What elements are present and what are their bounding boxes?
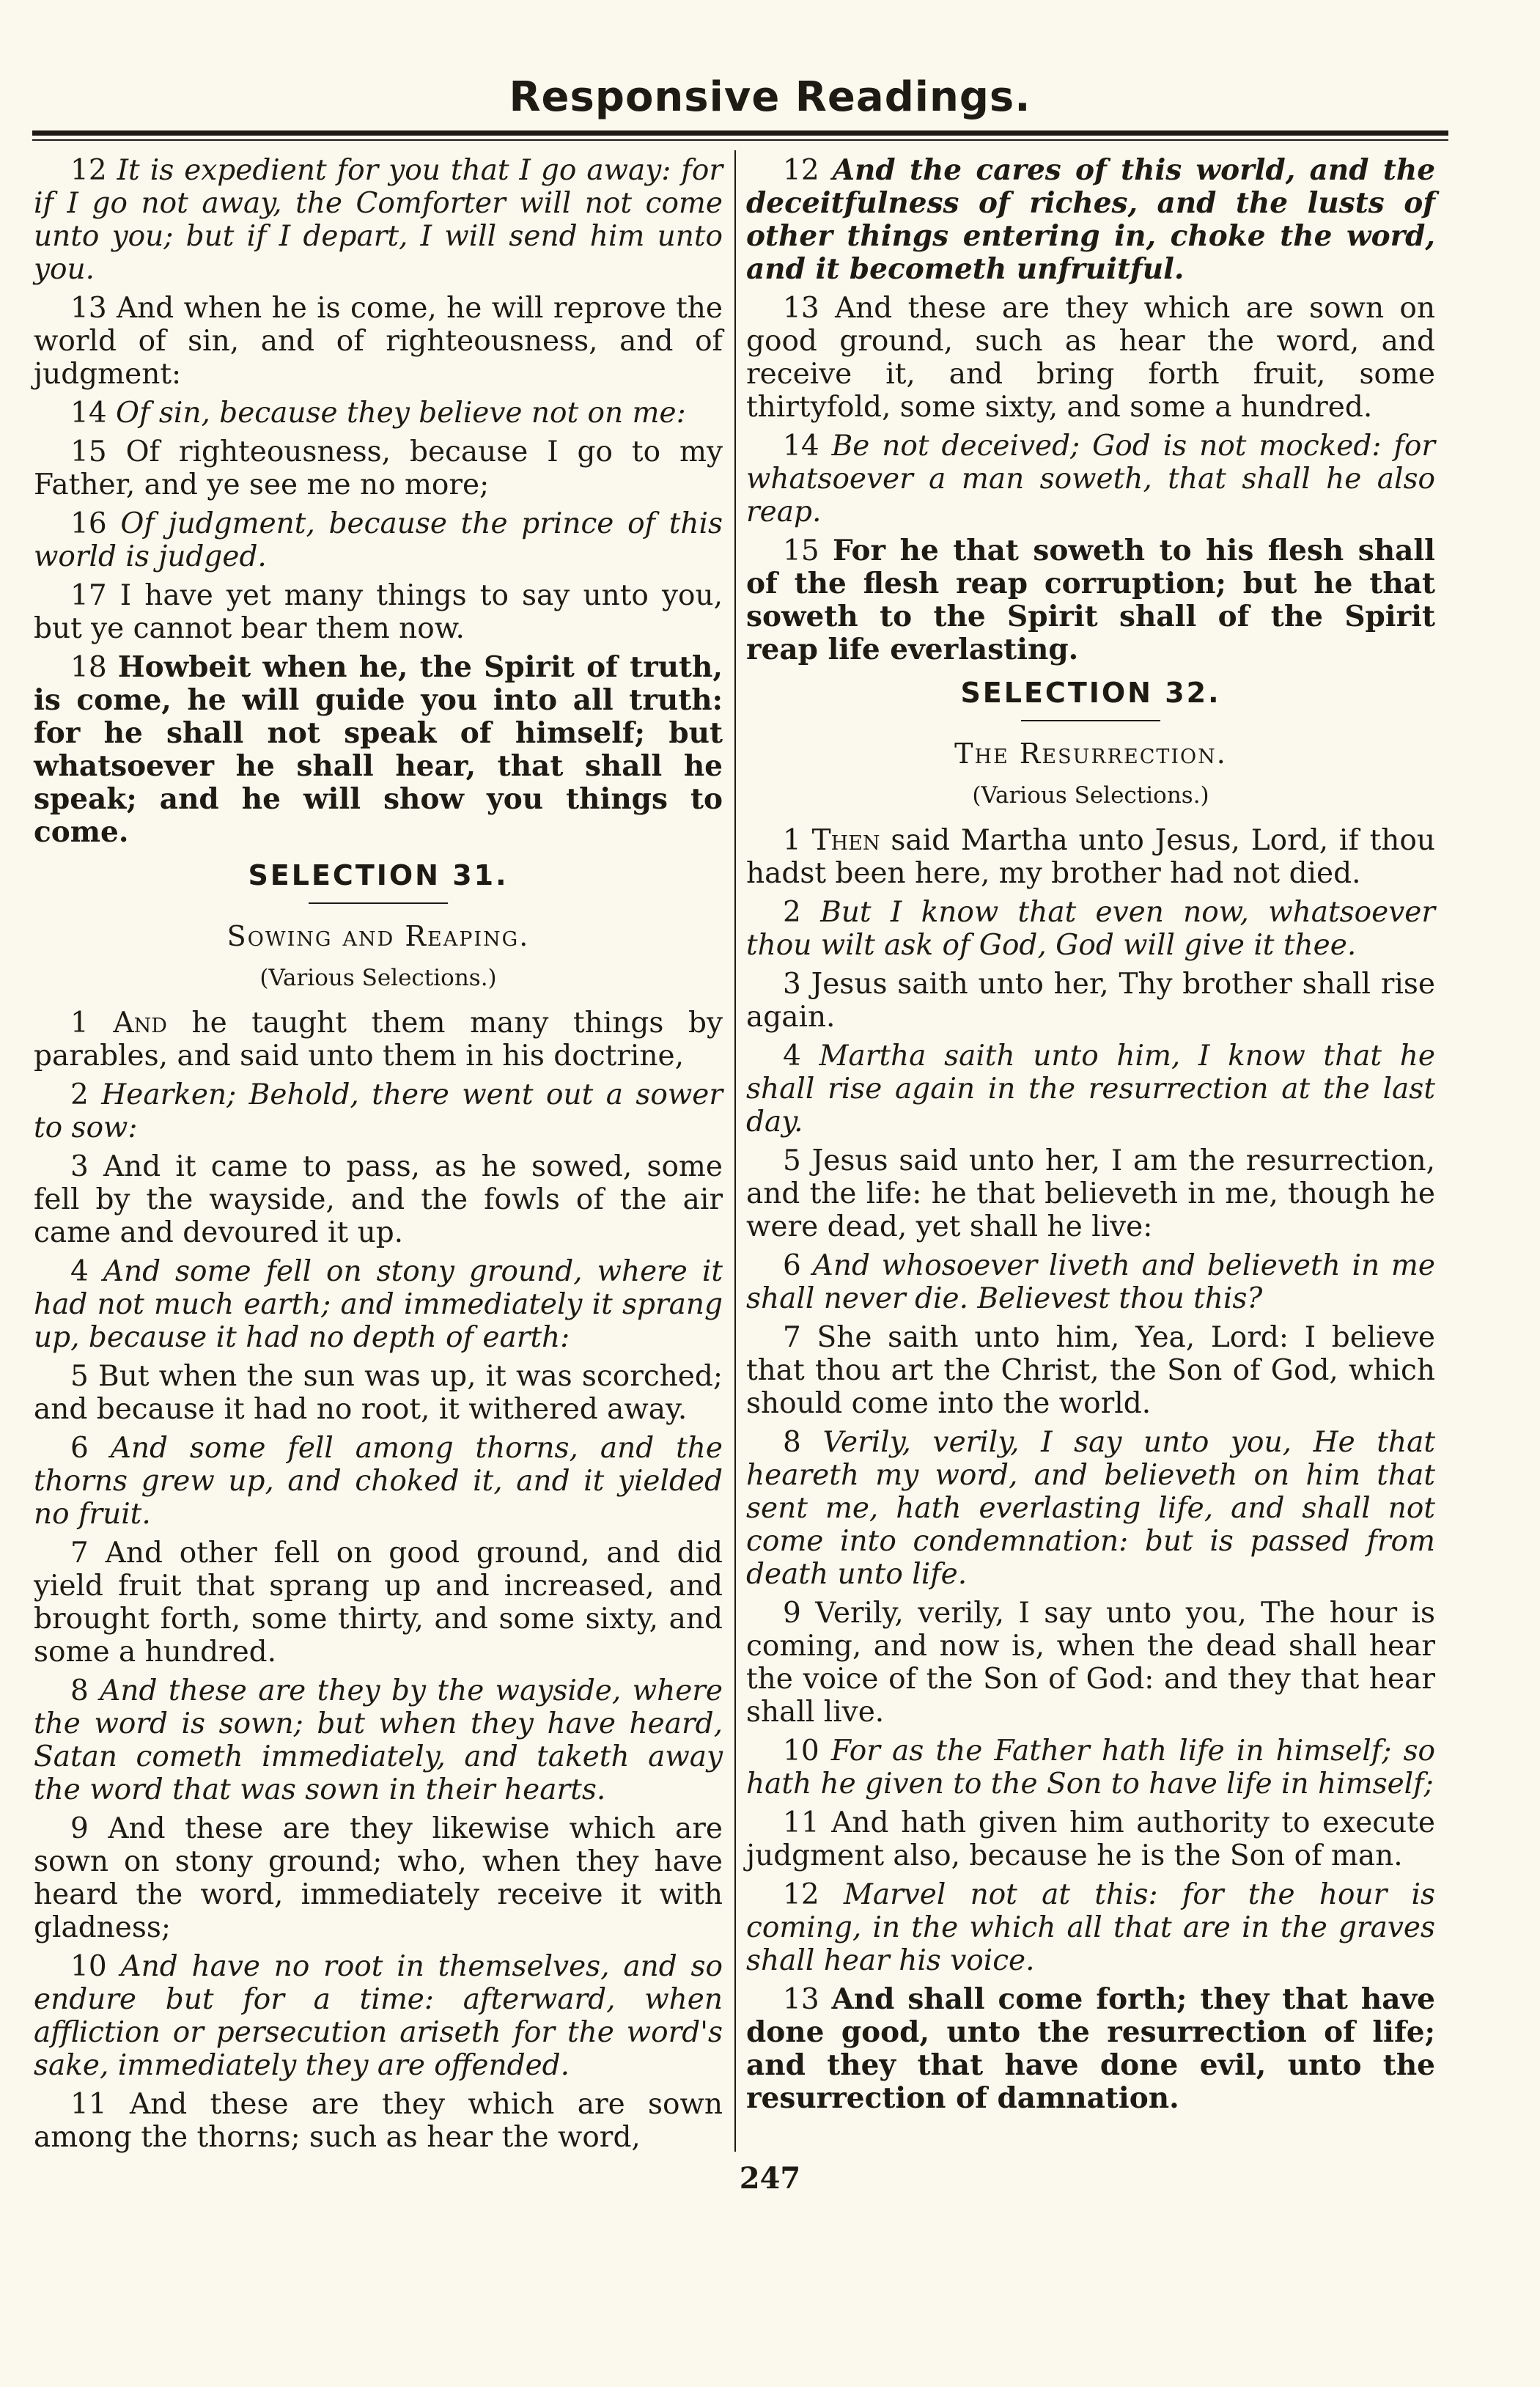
verse-number: 7	[70, 1537, 89, 1570]
verse-text: For he that soweth to his flesh shall of the flesh reap corruption; but he that soweth to the Spirit shall of the Spirit reap life everlasting.	[746, 534, 1435, 666]
verse-text: And some fell on stony ground, where it had not much earth; and immediately it sprang up, because it had no depth of earth:	[34, 1255, 723, 1354]
selection-31-rule	[309, 902, 448, 904]
verse-number: 4	[783, 1040, 801, 1073]
selection-32-heading: SELECTION 32.	[960, 677, 1221, 709]
verse-initial-word: And	[113, 1007, 167, 1040]
verse	[34, 507, 723, 573]
right-verses-bottom	[746, 824, 1435, 2115]
verse-text: For as the Father hath life in himself; so hath he given to the Son to have life in himself;	[746, 1735, 1435, 1801]
verse-number: 12	[783, 1878, 819, 1911]
selection-31-title: Sowing and Reaping.	[226, 920, 530, 952]
verse-number: 10	[783, 1735, 819, 1768]
verse-number: 2	[70, 1078, 89, 1111]
verse	[746, 1249, 1435, 1315]
verse-text: Marvel not at this: for the hour is coming, in the which all that are in the graves shall hear his voice.	[746, 1878, 1435, 1977]
verse-number: 8	[783, 1426, 801, 1459]
verse	[746, 292, 1435, 424]
left-verses-top	[34, 154, 723, 849]
verse-number: 15	[783, 534, 819, 567]
verse-text: Jesus saith unto her, Thy brother shall rise again.	[746, 968, 1435, 1034]
verse	[746, 1878, 1435, 1977]
verse	[746, 1321, 1435, 1420]
verse	[746, 1426, 1435, 1591]
verse	[34, 1674, 723, 1806]
verse-text: Howbeit when he, the Spirit of truth, is come, he will guide you into all truth: for he shall not speak of himself; but whatsoever he shall hear, that shall he speak; and he will show you things to come.	[34, 650, 723, 849]
verse-text: Martha saith unto him, I know that he shall rise again in the resurrection at the last day.	[746, 1040, 1435, 1139]
verse-number: 5	[783, 1144, 801, 1177]
verse-text: Verily, verily, I say unto you, He that heareth my word, and believeth on him that sent me, hath everlasting life, and shall not come into condemnation: but is passed from death unto life.	[746, 1426, 1435, 1591]
verse-text: She saith unto him, Yea, Lord: I believe that thou art the Christ, the Son of God, which should come into the world.	[746, 1321, 1435, 1420]
verse-text: But I know that even now, whatsoever thou wilt ask of God, God will give it thee.	[746, 896, 1435, 962]
verse-text: But when the sun was up, it was scorched; and because it had no root, it withered away.	[34, 1360, 723, 1426]
header-rule-thick	[32, 130, 1448, 136]
verse-text: And hath given him authority to execute judgment also, because he is the Son of man.	[746, 1806, 1435, 1872]
verse-number: 3	[70, 1150, 89, 1183]
page-number: 247	[739, 2161, 801, 2196]
verse	[34, 1150, 723, 1249]
verse-text: I have yet many things to say unto you, but ye cannot bear them now.	[34, 579, 723, 645]
verse-text: And whosoever liveth and believeth in me shall never die. Believest thou this?	[746, 1249, 1435, 1315]
verse-initial-word: Then	[811, 824, 880, 857]
left-verses-bottom	[34, 1007, 723, 2154]
verse-text: And other fell on good ground, and did yield fruit that sprang up and increased, and brought forth, some thirty, and some sixty, and some a hundred.	[34, 1537, 723, 1669]
verse-number: 8	[70, 1674, 89, 1707]
verse-number: 12	[783, 154, 819, 187]
verse	[34, 1007, 723, 1073]
verse	[746, 1983, 1435, 2115]
page-title: Responsive Readings.	[509, 73, 1031, 121]
verse-number: 11	[783, 1806, 819, 1839]
verse	[34, 435, 723, 501]
right-column	[746, 154, 1435, 2121]
verse-text: It is expedient for you that I go away: for if I go not away, the Comforter will not come unto you; but if I depart, I will send him unto you.	[34, 154, 723, 286]
verse	[34, 579, 723, 645]
verse	[746, 1806, 1435, 1872]
verse-text: he taught them many things by parables, and said unto them in his doctrine,	[34, 1007, 723, 1073]
verse	[34, 292, 723, 391]
left-column	[34, 154, 723, 2160]
verse-number: 6	[783, 1249, 801, 1282]
verse-text: And when he is come, he will reprove the world of sin, and of righteousness, and of judgment:	[34, 292, 723, 391]
verse-text: And the cares of this world, and the deceitfulness of riches, and the lusts of other things entering in, choke the word, and it becometh unfruitful.	[746, 153, 1436, 286]
verse-number: 14	[783, 430, 819, 463]
verse-number: 14	[70, 397, 107, 430]
verse	[746, 1597, 1435, 1729]
column-divider	[734, 150, 736, 2152]
verse-number: 2	[783, 896, 801, 929]
verse-text: Hearken; Behold, there went out a sower to sow:	[34, 1078, 723, 1144]
verse-text: And these are they likewise which are sown on stony ground; who, when they have heard the word, immediately receive it with gladness;	[34, 1812, 723, 1944]
verse	[746, 1735, 1435, 1801]
verse-number: 3	[783, 968, 801, 1001]
verse-number: 15	[70, 435, 107, 468]
verse	[746, 968, 1435, 1034]
verse-text: Of judgment, because the prince of this world is judged.	[34, 507, 723, 573]
verse	[746, 1040, 1435, 1139]
verse	[34, 1255, 723, 1354]
verse	[34, 1537, 723, 1669]
verse-number: 12	[70, 154, 107, 187]
verse-text: And these are they which are sown on good ground, such as hear the word, and receive it, and bring forth fruit, some thirtyfold, some sixty, and some a hundred.	[746, 292, 1435, 424]
verse	[746, 430, 1435, 529]
verse	[34, 2088, 723, 2154]
verse-text: Be not deceived; God is not mocked: for whatsoever a man soweth, that shall he also reap.	[746, 430, 1436, 529]
verse-number: 13	[783, 1983, 819, 2016]
verse-number: 9	[70, 1812, 89, 1845]
verse-text: And it came to pass, as he sowed, some fell by the wayside, and the fowls of the air came and devoured it up.	[34, 1150, 723, 1249]
verse-number: 6	[70, 1432, 89, 1465]
verse	[746, 896, 1435, 962]
verse	[34, 1078, 723, 1144]
verse-text: Of righteousness, because I go to my Father, and ye see me no more;	[34, 435, 723, 501]
verse-text: And some fell among thorns, and the thorns grew up, and choked it, and it yielded no fruit.	[34, 1432, 723, 1531]
verse	[34, 1950, 723, 2082]
verse-text: Jesus said unto her, I am the resurrection, and the life: he that believeth in me, though he were dead, yet shall he live:	[746, 1144, 1435, 1243]
verse-number: 9	[783, 1597, 801, 1630]
verse	[34, 1432, 723, 1531]
verse-text: said Martha unto Jesus, Lord, if thou hadst been here, my brother had not died.	[746, 824, 1435, 890]
verse-text: Of sin, because they believe not on me:	[116, 397, 686, 430]
verse-number: 16	[70, 507, 107, 540]
selection-31-heading: SELECTION 31.	[248, 859, 509, 891]
selection-32-title: The Resurrection.	[954, 738, 1227, 770]
verse-number: 13	[70, 292, 107, 325]
verse-number: 1	[70, 1007, 89, 1040]
verse	[746, 154, 1435, 286]
verse	[746, 824, 1435, 890]
right-verses-top	[746, 154, 1435, 666]
verse-text: Verily, verily, I say unto you, The hour is coming, and now is, when the dead shall hear the voice of the Son of God: and they that hear shall live.	[746, 1597, 1435, 1729]
selection-32-rule	[1021, 720, 1160, 721]
verse	[34, 397, 723, 430]
verse	[34, 1812, 723, 1944]
verse-text: And these are they which are sown among the thorns; such as hear the word,	[34, 2088, 723, 2154]
verse	[34, 1360, 723, 1426]
verse-number: 13	[783, 292, 819, 325]
selection-31-subtitle: (Various Selections.)	[259, 965, 497, 991]
verse	[34, 154, 723, 286]
verse-number: 4	[70, 1255, 89, 1288]
verse-number: 17	[70, 579, 107, 612]
verse-number: 1	[783, 824, 801, 857]
verse-number: 5	[70, 1360, 89, 1393]
verse-text: And have no root in themselves, and so endure but for a time: afterward, when affliction or persecution ariseth for the word's sake, immediately they are offended.	[34, 1950, 723, 2082]
verse-number: 18	[70, 651, 107, 684]
verse-number: 11	[70, 2088, 107, 2121]
verse	[746, 534, 1435, 666]
verse	[34, 651, 723, 849]
header-rule-thin	[32, 139, 1448, 141]
verse-text: And these are they by the wayside, where the word is sown; but when they have heard, Satan cometh immediately, and taketh away the word that was sown in their hearts.	[34, 1674, 723, 1806]
verse	[746, 1144, 1435, 1243]
verse-number: 7	[783, 1321, 801, 1354]
verse-number: 10	[70, 1950, 107, 1983]
selection-32-subtitle: (Various Selections.)	[972, 782, 1209, 809]
verse-text: And shall come forth; they that have done good, unto the resurrection of life; and they that have done evil, unto the resurrection of damnation.	[746, 1982, 1435, 2115]
